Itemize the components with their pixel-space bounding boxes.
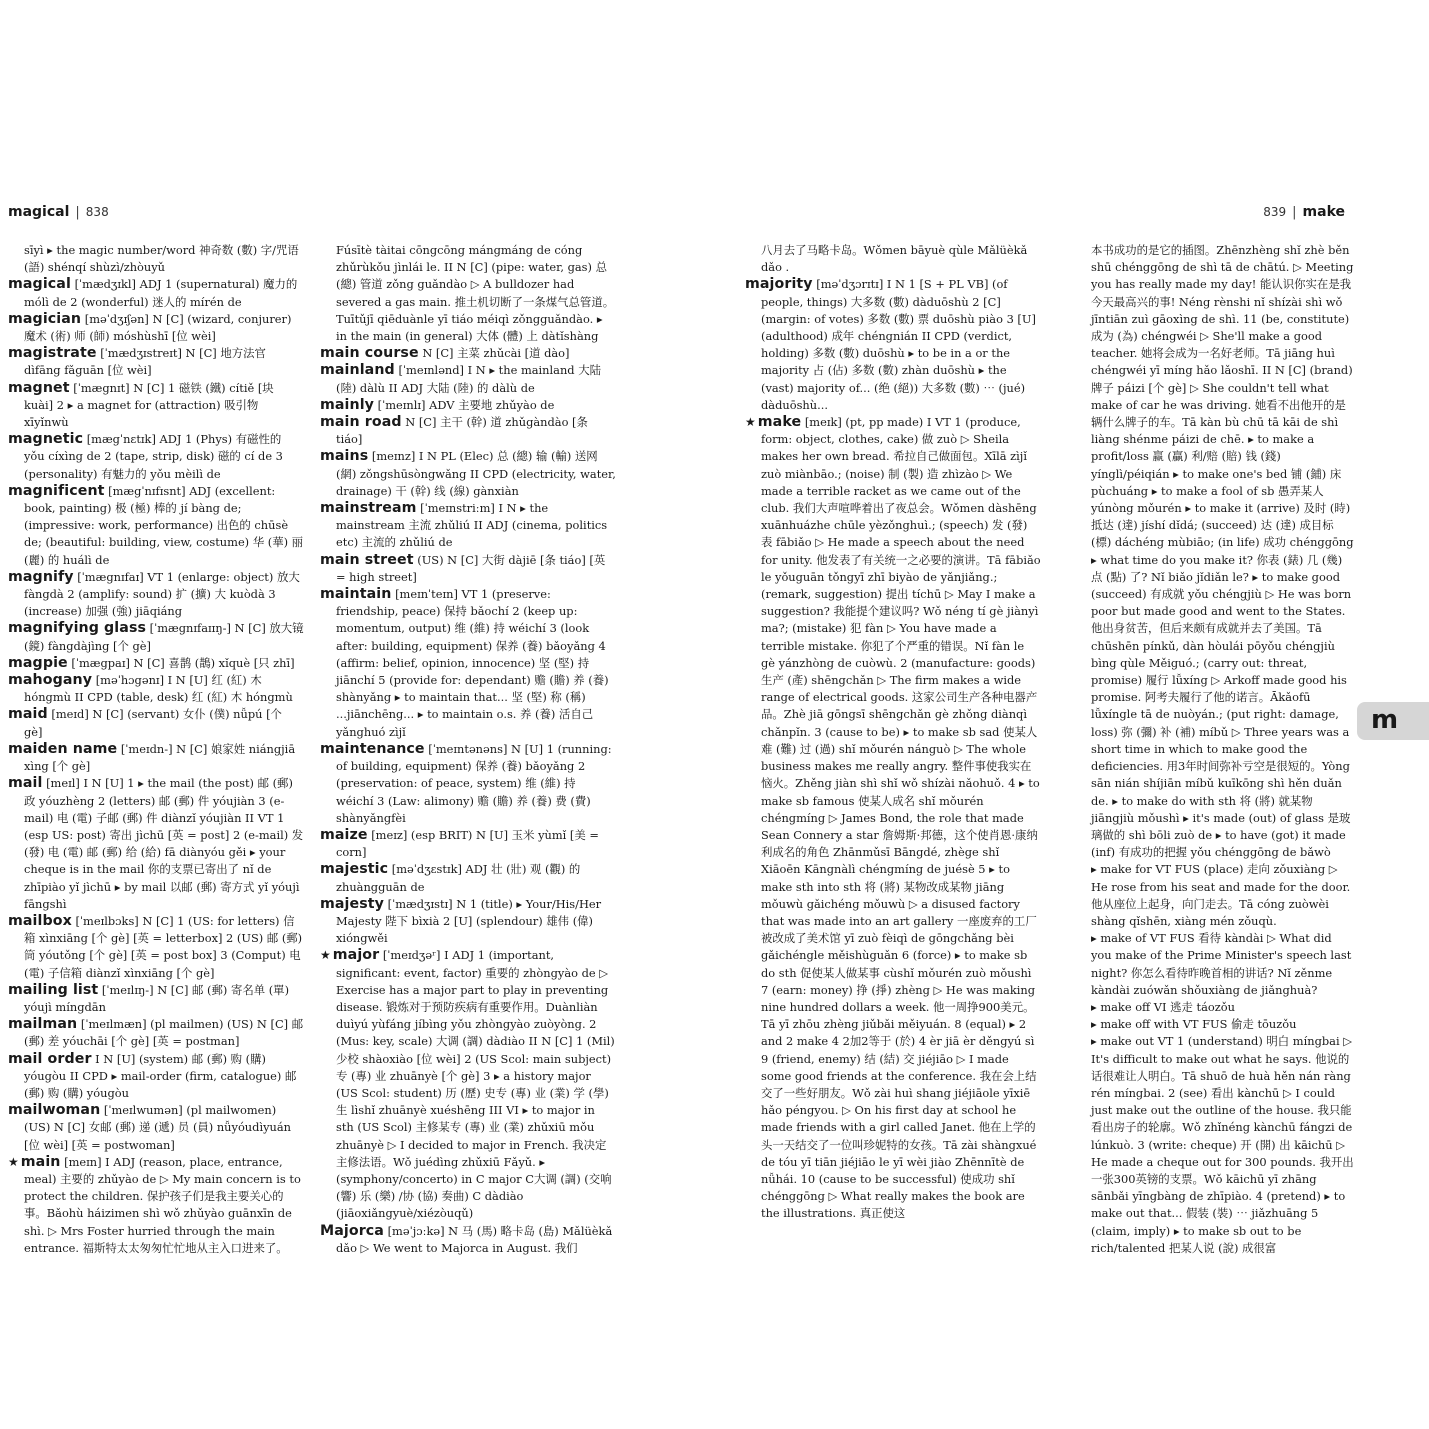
entry-headword: magistrate bbox=[8, 345, 97, 362]
entry-headword: make bbox=[757, 414, 802, 431]
entry-definition: 本书成功的是它的插图。Zhēnzhèng shǐ zhè běn shū chénggōng de shì tā de chātú. ▷ Meeting you has really made my day! 能认识你实在是我今天最高兴的事! Néng rènshi nǐ shízài shì wǒ jīntiān zuì gāoxìng de shì. 11 (be, constitute) 成为 (為) chéngwéi ▷ She'll make a good teacher. 她将会成为一名好老师。Tā jiāng huì chéngwéi yī míng hǎo lǎoshī. II N [C] (brand) 牌子 páizi [个 gè] ▷ She couldn't tell what make of car he was driving. 她看不出他开的是辆什么牌子的车。Tā kàn bù chū tā kāi de shì liàng shénme páizi de chē. ▸ to make a profit/loss 赢 (贏) 利/赔 (賠) 钱 (錢) yínglì/péiqián ▸ to make one's bed 铺 (鋪) 床 pùchuáng ▸ to make a fool of sb 愚弄某人 yúnòng mǒurén ▸ to make it (arrive) 及时 (時) 抵达 (達) jíshí dǐdá; (succeed) 达 (達) 成目标 (標) dáchéng mùbiāo; (in life) 成功 chénggōng ▸ what time do you make it? 你表 (錶) 几 (幾) 点 (點) 了? Nǐ biǎo jǐdiǎn le? ▸ to make good (succeed) 有成就 yǒu chéngjiù ▷ He was born poor but made good and went to the States. 他出身贫苦，但后来颇有成就并去了美国。Tā chūshēn pínkǔ, dàn hòulái pōyǒu chéngjiù bìng qùle Měiguó.; (carry out: threat, promise) 履行 lǚxíng ▷ Arkoff made good his promise. 阿考夫履行了他的诺言。Ākǎofū lǚxíngle tā de nuòyán.; (put right: damage, loss) 弥 (彌) 补 (補) míbǔ ▷ Three years was a short time in which to make good the deficiencies. 用3年时间弥补亏空是很短的。Yòng sān nián shíjiān míbǔ kuīkōng shì hěn duǎn de. ▸ to make do with sth 将 (將) 就某物 jiāngjiù mǒushì ▸ it's made (out) of glass 是玻璃做的 shì bōli zuò de ▸ to have (got) it made (inf) 有成功的把握 yǒu chénggōng de bǎwò bbox=[1091, 243, 1354, 860]
dictionary-entry bbox=[1075, 1033, 1355, 1257]
entry-headword: magnificent bbox=[8, 482, 105, 499]
dictionary-entry bbox=[8, 775, 304, 913]
entry-headword: mainly bbox=[320, 396, 375, 413]
entry-definition: N [C] 主菜 zhǔcài [道 dào] bbox=[422, 346, 570, 361]
entry-definition: [ˈmægpaɪ] N [C] 喜鹊 (鵲) xǐquè [只 zhī] bbox=[71, 655, 295, 670]
dictionary-entry bbox=[8, 741, 304, 775]
dictionary-entry bbox=[320, 947, 616, 1222]
dictionary-entry bbox=[8, 655, 304, 672]
entry-headword: mains bbox=[320, 448, 369, 465]
entry-definition: ▸ make of VT FUS 看待 kàndài ▷ What did you make of the Prime Minister's speech last night? 你怎么看待昨晚首相的讲话? Nǐ zěnme kàndài zuówǎn shǒuxiàng de jiǎnghuà? bbox=[1091, 931, 1352, 997]
dictionary-entry bbox=[320, 741, 616, 827]
entry-headword: magnetic bbox=[8, 431, 84, 448]
dictionary-entry bbox=[320, 448, 616, 500]
star-icon: ★ bbox=[8, 1154, 19, 1169]
entry-definition: [ˈmeɪnstriːm] I N ▸ the mainstream 主流 zhǔliú II ADJ (cinema, politics etc) 主流的 zhǔliú de bbox=[336, 501, 608, 550]
entry-headword: maid bbox=[8, 706, 48, 723]
dictionary-entry bbox=[8, 1016, 304, 1050]
entry-headword: maize bbox=[320, 826, 368, 843]
dictionary-entry bbox=[8, 483, 304, 569]
entry-definition: [ˈmeɪntənəns] N [U] 1 (running: of building, equipment) 保养 (養) bǎoyǎng 2 (preservation: of peace, system) 维 (維) 持 wéichí 3 (Law: alimony) 赡 (贍) 养 (養) 费 (費) shànyǎngfèi bbox=[336, 741, 612, 825]
dictionary-entry bbox=[320, 552, 616, 586]
dictionary-entry bbox=[8, 345, 304, 379]
entry-definition: ▸ make for VT FUS (place) 走向 zǒuxiàng ▷ He rose from his seat and made for the door. 他从座位上起身，向门走去。Tā cóng zuòwèi shàng qǐshēn, xiàng mén zǒuqù. bbox=[1091, 862, 1351, 928]
dictionary-entry bbox=[320, 397, 616, 414]
dictionary-entry bbox=[1075, 1016, 1355, 1033]
entry-headword: Majorca bbox=[320, 1222, 384, 1239]
entry-headword: mailbox bbox=[8, 912, 72, 929]
entry-definition: [ˈmeɪlwumən] (pl mailwomen) (US) N [C] 女邮 (郵) 递 (遞) 员 (員) nǚyóudìyuán [位 wèi] [英 = postwoman] bbox=[24, 1103, 291, 1152]
dictionary-entry bbox=[1075, 242, 1355, 861]
entry-headword: magician bbox=[8, 310, 82, 327]
entry-headword: maintain bbox=[320, 586, 392, 603]
dictionary-entry bbox=[320, 500, 616, 552]
entry-definition: [ˈmædʒɪstɪ] N 1 (title) ▸ Your/His/Her Majesty 陛下 bìxià 2 [U] (splendour) 雄伟 (偉) xióngwěi bbox=[336, 896, 602, 946]
entry-headword: majestic bbox=[320, 861, 389, 878]
entry-definition: ▸ make off VI 逃走 táozǒu bbox=[1091, 999, 1235, 1014]
entry-definition: [mægˈnɪfɪsnt] ADJ (excellent: book, painting) 极 (極) 棒的 jí bàng de; (impressive: work, performance) 出色的 chūsè de; (beautiful: building, view, costume) 华 (華) 丽 (麗) 的 huálì de bbox=[24, 483, 304, 567]
dictionary-entry bbox=[8, 1102, 304, 1154]
dictionary-entry bbox=[8, 311, 304, 345]
entry-definition: [ˈmægnɪfaɪ] VT 1 (enlarge: object) 放大 fàngdà 2 (amplify: sound) 扩 (擴) 大 kuòdà 3 (increase) 加强 (強) jiāqiáng bbox=[24, 569, 300, 619]
thumb-index-tab bbox=[1357, 702, 1429, 740]
entry-definition: [meɪd] N [C] (servant) 女仆 (僕) nǚpú [个 gè] bbox=[24, 707, 282, 739]
entry-headword: main course bbox=[320, 345, 419, 362]
running-head-headword: magical bbox=[8, 204, 70, 220]
entry-definition: I N [U] (system) 邮 (郵) 购 (購) yóugòu II CPD ▸ mail-order (firm, catalogue) 邮 (郵) 购 (購) yóugòu bbox=[24, 1051, 297, 1100]
entry-headword: main road bbox=[320, 414, 402, 431]
entry-definition: [mægˈnɛtɪk] ADJ 1 (Phys) 有磁性的 yǒu cíxìng de 2 (tape, strip, disk) 磁的 cí de 3 (personality) 有魅力的 yǒu mèilì de bbox=[24, 432, 283, 481]
entry-headword: main street bbox=[320, 551, 414, 568]
dictionary-column bbox=[320, 242, 616, 1255]
entry-definition: [məˈjɔːkə] N 马 (馬) 略卡岛 (島) Mǎlüèkǎ dǎo ▷ We went to Majorca in August. 我们 bbox=[336, 1223, 613, 1255]
entry-headword: magical bbox=[8, 276, 71, 293]
dictionary-entry bbox=[320, 861, 616, 895]
entry-definition: [ˈmeɪdn-] N [C] 娘家姓 niángjiā xìng [个 gè] bbox=[24, 741, 296, 774]
page-number: 839 bbox=[1263, 205, 1287, 219]
dictionary-entry bbox=[8, 380, 304, 432]
entry-definition: ▸ make off with VT FUS 偷走 tōuzǒu bbox=[1091, 1017, 1297, 1032]
entry-headword: majority bbox=[745, 276, 813, 293]
dictionary-entry bbox=[8, 276, 304, 310]
entry-definition: [məˈdʒɛstɪk] ADJ 壮 (壯) 观 (觀) 的 zhuàngguān de bbox=[336, 862, 581, 894]
entry-definition: [məˈdʒɪʃən] N [C] (wizard, conjurer) 魔术 (術) 师 (師) móshùshī [位 wèi] bbox=[24, 311, 292, 344]
dictionary-entry bbox=[8, 1051, 304, 1103]
entry-headword: maiden name bbox=[8, 740, 118, 757]
dictionary-entry bbox=[320, 242, 616, 345]
dictionary-entry bbox=[8, 1154, 304, 1257]
entry-definition: [meɪk] (pt, pp made) I VT 1 (produce, form: object, clothes, cake) 做 zuò ▷ Sheila makes her own bread. 希拉自己做面包。Xīlā zìjǐ zuò miànbāo.; (noise) 制 (製) 造 zhìzào ▷ We made a terrible racket as we came out of the club. 我们大声喧哗着出了夜总会。Wǒmen dàshēng xuānhuázhe chūle yèzǒnghuì.; (speech) 发 (發) 表 fābiǎo ▷ He made a speech about the need for unity. 他发表了有关统一之必要的演讲。Tā fābiǎo le yǒuguān tǒngyī zhī biyào de yǎnjiǎng.; (remark, suggestion) 提出 tíchū ▷ May I make a suggestion? 我能提个建议吗? Wǒ néng tí gè jiànyì ma?; (mistake) 犯 fàn ▷ You have made a terrible mistake. 你犯了个严重的错误。Nǐ fàn le gè yánzhòng de cuòwù. 2 (manufacture: goods) 生产 (產) shēngchǎn ▷ The firm makes a wide range of electrical goods. 这家公司生产各种电器产品。Zhè jiā gōngsī shēngchǎn gè zhǒng diànqì chǎnpǐn. 3 (cause to be) ▸ to make sb sad 使某人难 (難) 过 (過) shǐ mǒurén nánguò ▷ The whole business makes me really angry. 整件事使我实在恼火。Zhěng jiàn shì shǐ wǒ shízài nǎohuǒ. 4 ▸ to make sb famous 使某人成名 shǐ mǒurén chéngmíng ▷ James Bond, the role that made Sean Connery a star 詹姆斯·邦德，这个使肖恩·康纳利成名的角色 Zhānmǔsī Bāngdé, zhège shǐ Xiāoēn Kāngnàlì chéngmíng de juésè 5 ▸ to make sth into sth 将 (將) 某物改成某物 jiāng mǒuwù gǎichéng mǒuwù ▷ a disused factory that was made into an art gallery 一座废弃的工厂被改成了美术馆 yī zuò fèiqì de gōngchǎng bèi gǎichéngle měishùguǎn 6 (force) ▸ to make sb do sth 促使某人做某事 cùshǐ mǒurén zuò mǒushì 7 (earn: money) 挣 (掙) zhèng ▷ He was making nine hundred dollars a week. 他一周挣900美元。Tā yī zhōu zhèng jiǔbǎi měiyuán. 8 (equal) ▸ 2 and 2 make 4 2加2等于 (於) 4 èr jiā èr děngyú sì 9 (friend, enemy) 结 (結) 交 jiéjiāo ▷ I made some good friends at the conference. 我在会上结交了一些好朋友。Wǒ zài huì shang jiéjiāole yīxiē hǎo péngyou. ▷ On his first day at school he made friends with a girl called Janet. 他在上学的头一天结交了一位叫珍妮特的女孩。Tā zài shàngxué de tóu yī tiān jiéjiāo le yī wèi jiào Zhēnnītè de nǚhái. 10 (cause to be successful) 使成功 shǐ chénggōng ▷ What really makes the book are the illustrations. 真正使这 bbox=[761, 415, 1041, 1221]
dictionary-entry bbox=[320, 362, 616, 396]
entry-headword: magnet bbox=[8, 379, 70, 396]
star-icon: ★ bbox=[320, 948, 331, 963]
entry-headword: mailman bbox=[8, 1016, 78, 1033]
running-head-headword: make bbox=[1302, 204, 1345, 220]
entry-definition: sīyì ▸ the magic number/word 神奇数 (數) 字/咒语 (語) shénqí shùzì/zhòuyǔ bbox=[24, 243, 299, 275]
dictionary-entry bbox=[320, 827, 616, 861]
entry-headword: majesty bbox=[320, 895, 385, 912]
dictionary-entry bbox=[8, 620, 304, 654]
entry-headword: maintenance bbox=[320, 740, 425, 757]
dictionary-entry bbox=[320, 414, 616, 448]
entry-headword: magnifying glass bbox=[8, 620, 147, 637]
dictionary-entry bbox=[745, 242, 1041, 276]
dictionary-entry bbox=[8, 982, 304, 1016]
entry-definition: [ˈmægnɪfaɪɪŋ-] N [C] 放大镜 (鏡) fàngdàjìng [个 gè] bbox=[24, 621, 304, 653]
dictionary-entry bbox=[320, 896, 616, 948]
dictionary-entry bbox=[320, 345, 616, 362]
dictionary-entry bbox=[8, 672, 304, 706]
entry-definition: [ˈmeɪnlɪ] ADV 主要地 zhǔyào de bbox=[377, 397, 555, 412]
dictionary-entry bbox=[1075, 999, 1355, 1016]
right-page bbox=[715, 0, 1429, 1429]
left-page bbox=[0, 0, 714, 1429]
entry-definition: [ˈmægnɪt] N [C] 1 磁铁 (鐵) cítiě [块 kuài] 2 ▸ a magnet for (attraction) 吸引物 xīyǐnwù bbox=[24, 380, 274, 430]
entry-definition: [məˈdʒɔrɪtɪ] I N 1 [S + PL VB] (of people, things) 大多数 (數) dàduōshù 2 [C] (margin: of votes) 多数 (數) 票 duōshù piào 3 [U] (adulthood) 成年 chéngnián II CPD (verdict, holding) 多数 (數) duōshù ▸ to be in a or the majority 占 (佔) 多数 (數) zhàn duōshù ▸ the (vast) majority of... (绝 (絕)) 大多数 (數) ⋯ (jué) dàduōshù... bbox=[761, 277, 1036, 412]
entry-headword: mail order bbox=[8, 1050, 92, 1067]
entry-definition: (US) N [C] 大街 dàjiē [条 tiáo] [英 = high street] bbox=[336, 552, 606, 584]
entry-definition: [ˈmeɪlbɔks] N [C] 1 (US: for letters) 信箱 xìnxiāng [个 gè] [英 = letterbox] 2 (US) 邮 (郵) 筒 yóutǒng [个 gè] [英 = post box] 3 (Comput) 电 (電) 子信箱 diànzǐ xìnxiāng [个 gè] bbox=[24, 913, 303, 980]
entry-definition: [ˈmeɪnlənd] I N ▸ the mainland 大陆 (陸) dàlù II ADJ 大陆 (陸) 的 dàlù de bbox=[336, 363, 601, 395]
dictionary-entry bbox=[1075, 930, 1355, 999]
entry-headword: magnify bbox=[8, 568, 74, 585]
dictionary-entry bbox=[8, 569, 304, 621]
dictionary-entry bbox=[745, 276, 1041, 414]
entry-headword: mainland bbox=[320, 362, 395, 379]
entry-definition: [meɪnz] I N PL (Elec) 总 (總) 输 (輸) 送网 (網) zǒngshūsòngwǎng II CPD (electricity, water, drainage) 干 (幹) 线 (線) gànxiàn bbox=[336, 449, 616, 498]
entry-definition: [meɪz] (esp BRIT) N [U] 玉米 yùmǐ [美 = corn] bbox=[336, 827, 599, 860]
star-icon: ★ bbox=[745, 415, 756, 430]
dictionary-column bbox=[8, 242, 304, 1255]
dictionary-entry bbox=[320, 586, 616, 741]
entry-definition: [meɪnˈteɪn] VT 1 (preserve: friendship, peace) 保持 bǎochí 2 (keep up: momentum, output) 维 (維) 持 wéichí 3 (look after: building, equipment) 保养 (養) bǎoyǎng 4 (affirm: belief, opinion, innocence) 坚 (堅) 持 jiānchí 5 (provide for: dependant) 赡 (贍) 养 (養) shànyǎng ▸ to maintain that... 坚 (堅) 称 (稱) ...jiānchēng... ▸ to maintain o.s. 养 (養) 活自己 yǎnghuó zìjǐ bbox=[336, 587, 609, 739]
entry-definition: [məˈhɔgənɪ] I N [U] 红 (紅) 木 hóngmù II CPD (table, desk) 红 (紅) 木 hóngmù bbox=[24, 673, 293, 705]
entry-headword: mailing list bbox=[8, 981, 99, 998]
dictionary-entry bbox=[8, 242, 304, 276]
entry-definition: Fúsītè tàitai cōngcōng mángmáng de cóng zhǔrùkǒu jìnlái le. II N [C] (pipe: water, gas) 总 (總) 管道 zǒng guǎndào ▷ A bulldozer had severed a gas main. 推土机切断了一条煤气总管道。Tuītǔjī qiēduànle yī tiáo méiqì zǒngguǎndào. ▸ in the main (in general) 大体 (體) 上 dàtǐshàng bbox=[336, 243, 615, 344]
entry-definition: [ˈmeɪlɪŋ-] N [C] 邮 (郵) 寄名单 (單) yóujì míngdān bbox=[24, 982, 290, 1014]
entry-definition: [ˈmædʒɪkl] ADJ 1 (supernatural) 魔力的 mólì de 2 (wonderful) 迷人的 mírén de bbox=[24, 277, 298, 309]
entry-definition: [meɪn] I ADJ (reason, place, entrance, meal) 主要的 zhǔyào de ▷ My main concern is to protect the children. 保护孩子们是我主要关心的事。Bǎohù háizimen shì wǒ zhǔyào guānxīn de shì. ▷ Mrs Foster hurried through the main entrance. 福斯特太太匆匆忙忙地从主入口进来了。 bbox=[24, 1154, 301, 1255]
dictionary-entry bbox=[1075, 861, 1355, 930]
entry-definition: [ˈmeɪdʒəʳ] I ADJ 1 (important, significant: event, factor) 重要的 zhòngyào de ▷ Exercise has a major part to play in preventing disease. 锻炼对于预防疾病有重要作用。Duànliàn duìyú yùfáng jíbìng yǒu zhòngyào zuòyòng. 2 (Mus: key, scale) 大调 (調) dàdiào II N [C] 1 (Mil) 少校 shàoxiào [位 wèi] 2 (US Scol: main subject) 专 (專) 业 zhuānyè [个 gè] 3 ▸ a history major (US Scol: student) 历 (歷) 史专 (專) 业 (業) 学 (學) 生 lìshǐ zhuānyè xuéshēng III VI ▸ to major in sth (US Scol) 主修某专 (專) 业 (業) zhǔxiū mǒu zhuānyè ▷ I decided to major in French. 我决定主修法语。Wǒ juédìng zhǔxiū Fǎyǔ. ▸ (symphony/concerto) in C major C大调 (調) (交响 (響) 乐 (樂) /协 (協) 奏曲) C dàdiào (jiāoxiǎngyuè/xiézòuqǔ) bbox=[336, 948, 615, 1221]
dictionary-entry bbox=[8, 913, 304, 982]
dictionary-entry bbox=[320, 1223, 616, 1257]
entry-headword: magpie bbox=[8, 654, 68, 671]
dictionary-column bbox=[1075, 242, 1355, 1255]
entry-definition: 八月去了马略卡岛。Wǒmen bāyuè qùle Mǎlüèkǎ dǎo . bbox=[761, 243, 1028, 275]
dictionary-entry bbox=[8, 431, 304, 483]
entry-headword: main bbox=[20, 1153, 61, 1170]
entry-definition: [ˈmædʒɪstreɪt] N [C] 地方法官 dìfāng fǎguān [位 wèi] bbox=[24, 346, 266, 378]
dictionary-entry bbox=[745, 414, 1041, 1223]
running-head-right: 839 | make bbox=[1263, 204, 1345, 220]
page-number: 838 bbox=[85, 205, 109, 219]
entry-definition: [ˈmeɪlmæn] (pl mailmen) (US) N [C] 邮 (郵) 差 yóuchāi [个 gè] [英 = postman] bbox=[24, 1017, 304, 1049]
entry-definition: N [C] 主干 (幹) 道 zhǔgàndào [条 tiáo] bbox=[336, 415, 588, 447]
dictionary-entry bbox=[8, 706, 304, 740]
entry-definition: [meɪl] I N [U] 1 ▸ the mail (the post) 邮 (郵) 政 yóuzhèng 2 (letters) 邮 (郵) 件 yóujiàn 3 (e-mail) 电 (電) 子邮 (郵) 件 diànzǐ yóujiàn II VT 1 (esp US: post) 寄出 jìchū [英 = post] 2 (e-mail) 发 (發) 电 (電) 邮 (郵) 给 (給) fā diànyóu gěi ▸ your cheque is in the mail 你的支票已寄出了 nǐ de zhīpiào yǐ jìchū ▸ by mail 以邮 (郵) 寄方式 yǐ yóujì fāngshì bbox=[24, 776, 304, 911]
dictionary-column bbox=[745, 242, 1041, 1232]
entry-headword: mail bbox=[8, 775, 43, 792]
thumb-index-letter: m bbox=[1371, 705, 1399, 735]
entry-headword: mainstream bbox=[320, 500, 417, 517]
entry-headword: mailwoman bbox=[8, 1102, 101, 1119]
running-head-left: magical | 838 bbox=[8, 204, 109, 220]
entry-definition: ▸ make out VT 1 (understand) 明白 míngbai ▷ It's difficult to make out what he says. 他说的话很难让人明白。Tā shuō de huà hěn nán ràng rén míngbai. 2 (see) 看出 kànchū ▷ I could just make out the outline of the house. 我只能看出房子的轮廓。Wǒ zhǐnéng kànchū fángzi de lúnkuò. 3 (write: cheque) 开 (開) 出 kāichū ▷ He made a cheque out for 300 pounds. 我开出一张300英镑的支票。Wǒ kāichū yī zhāng sānbǎi yīngbàng de zhīpiào. 4 (pretend) ▸ to make out that... 假装 (裝) ⋯ jiǎzhuāng 5 (claim, imply) ▸ to make sb out to be rich/talented 把某人说 (說) 成很富 bbox=[1091, 1034, 1354, 1255]
entry-headword: mahogany bbox=[8, 672, 93, 689]
entry-headword: major bbox=[332, 947, 380, 964]
